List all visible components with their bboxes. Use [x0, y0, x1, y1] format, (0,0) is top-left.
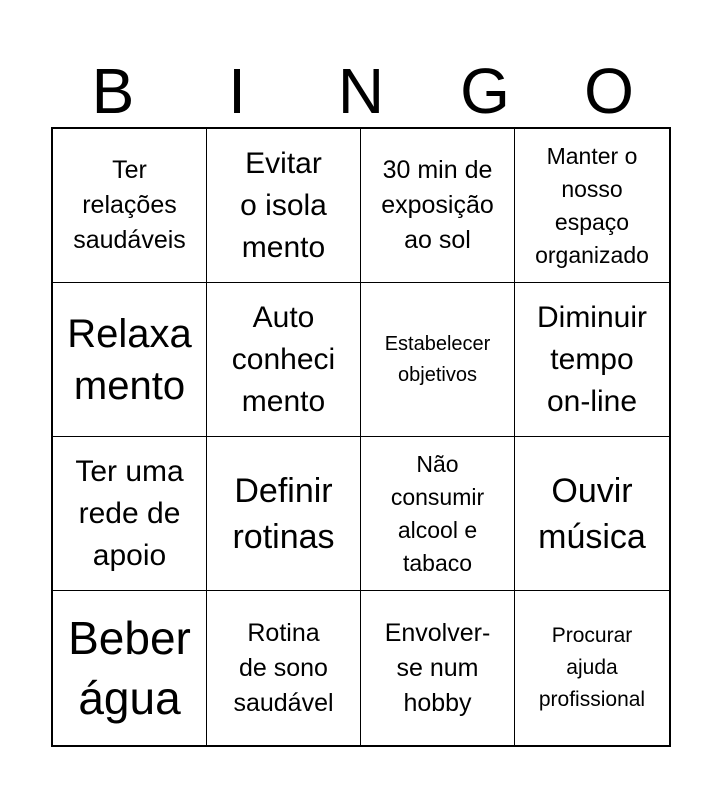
bingo-cell-text: Rotina de sono saudável — [233, 618, 334, 717]
bingo-cell[interactable] — [53, 437, 207, 591]
header-letter-g: G — [460, 55, 510, 127]
header-letter-b: B — [91, 55, 135, 127]
bingo-cell[interactable] — [515, 437, 669, 591]
bingo-cell-text: Diminuir tempo on-line — [536, 300, 647, 418]
bingo-cell[interactable] — [53, 283, 207, 437]
bingo-cell[interactable] — [515, 129, 669, 283]
bingo-cell-text: Ter relações saudáveis — [73, 156, 186, 254]
bingo-cell-text: Estabelecer objetivos — [384, 332, 491, 386]
bingo-cell[interactable] — [361, 437, 515, 591]
bingo-header — [51, 55, 671, 127]
bingo-cell[interactable] — [361, 591, 515, 745]
bingo-cell[interactable] — [361, 129, 515, 283]
bingo-cell[interactable] — [515, 591, 669, 745]
bingo-cell-text: Não consumir alcool e tabaco — [390, 450, 485, 576]
bingo-cell-text: Ter uma rede de apoio — [75, 454, 184, 572]
bingo-cell[interactable] — [53, 129, 207, 283]
bingo-cell-text: Beber água — [68, 612, 191, 724]
bingo-cell-text: Procurar ajuda profissional — [538, 624, 646, 711]
bingo-cell[interactable] — [207, 283, 361, 437]
bingo-cell[interactable] — [207, 591, 361, 745]
bingo-cell-text: Definir rotinas — [232, 471, 335, 556]
bingo-cell-text: Ouvir música — [538, 471, 646, 556]
bingo-cell-text: 30 min de exposição ao sol — [381, 156, 494, 254]
bingo-card-grid — [51, 127, 671, 747]
bingo-cell[interactable] — [53, 591, 207, 745]
bingo-cell[interactable] — [361, 283, 515, 437]
bingo-cell-text: Manter o nosso espaço organizado — [535, 142, 649, 268]
header-letter-o: O — [584, 55, 634, 127]
bingo-cell-text: Evitar o isola mento — [240, 146, 327, 264]
bingo-cell-text: Envolver- se num hobby — [384, 618, 491, 717]
bingo-cell-text: Auto conheci mento — [231, 300, 336, 418]
bingo-cell[interactable] — [515, 283, 669, 437]
bingo-cell[interactable] — [207, 129, 361, 283]
bingo-cell-text: Relaxa mento — [67, 311, 192, 408]
header-letter-n: N — [337, 55, 385, 127]
header-letter-i: I — [228, 55, 246, 127]
bingo-cell[interactable] — [207, 437, 361, 591]
